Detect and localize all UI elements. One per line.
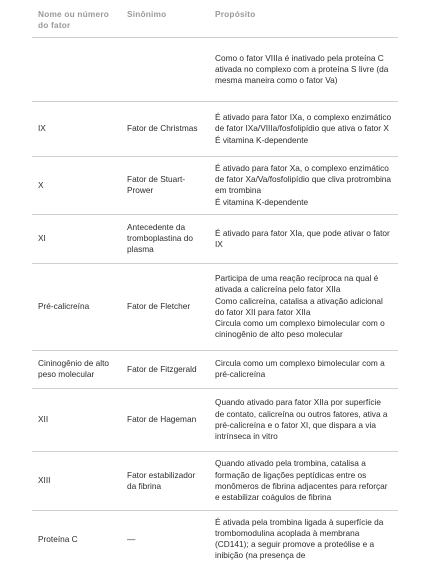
header-synonym: Sinônimo [127, 9, 167, 19]
purpose-cell [209, 510, 398, 561]
synonym-cell: Fator de Stuart-Prower [121, 157, 209, 215]
purpose-line: Quando ativado para fator XIIa por superfície de contato, calicreína ou outros fatores, ativa a pré-calicreína e o fator XI, que dispara a via intrínseca in vitro [215, 397, 388, 442]
table-row [32, 157, 398, 215]
table-header [32, 0, 398, 38]
synonym-cell: Fator estabilizador da fibrina [121, 451, 209, 510]
header-number: Nome ou número do fator [38, 9, 110, 30]
purpose-line: É ativada pela trombina ligada à superfície da trombomodulina acoplada à membrana (CD141); a seguir promove a proteólise e a inibição (na presença de [215, 516, 384, 561]
purpose-cell [209, 451, 398, 510]
purpose-cell [209, 157, 398, 215]
purpose-line: Participa de uma reação recíproca na qual é ativada a calicreína pelo fator XIIa [215, 273, 379, 295]
purpose-line: É vitamina K-dependente [215, 196, 309, 207]
table-row [32, 214, 398, 263]
purpose-line: É ativado para fator IXa, o complexo enzimático de fator IXa/VIIIa/fosfolipídio que ativa o fator X [215, 112, 392, 134]
factor-number-cell: Proteína C [32, 510, 121, 561]
purpose-cell [209, 214, 398, 263]
table-row [32, 38, 398, 102]
table-row [32, 388, 398, 451]
factor-number-cell: XIII [32, 451, 121, 510]
header-purpose: Propósito [215, 9, 256, 19]
purpose-cell [209, 38, 398, 102]
table-row [32, 510, 398, 561]
factor-number-cell: Pré-calicreína [32, 263, 121, 350]
synonym-cell: Fator de Christmas [121, 102, 209, 157]
synonym-cell: Fator de Hageman [121, 388, 209, 451]
table-body [32, 38, 398, 561]
synonym-cell: Antecedente da tromboplastina do plasma [121, 214, 209, 263]
synonym-cell [121, 38, 209, 102]
factor-number-cell: Cininogênio de alto peso molecular [32, 350, 121, 388]
table-row [32, 451, 398, 510]
purpose-line: Circula como um complexo bimolecular com a pré-calicreína [215, 358, 385, 380]
purpose-cell [209, 350, 398, 388]
table-row [32, 263, 398, 350]
synonym-cell: Fator de Fletcher [121, 263, 209, 350]
factor-number-cell: XI [32, 214, 121, 263]
coagulation-factors-table [32, 0, 398, 561]
synonym-cell: — [121, 510, 209, 561]
factor-number-cell: XII [32, 388, 121, 451]
purpose-cell [209, 102, 398, 157]
purpose-cell [209, 263, 398, 350]
purpose-line: É ativado para fator Xa, o complexo enzimático de fator Xa/Va/fosfolipídio que cliva protrombina em trombina [215, 163, 392, 196]
purpose-line: Circula como um complexo bimolecular com o cininogênio de alto peso molecular [215, 318, 385, 340]
factor-number-cell [32, 38, 121, 102]
factor-number-cell: IX [32, 102, 121, 157]
synonym-cell: Fator de Fitzgerald [121, 350, 209, 388]
table-row [32, 102, 398, 157]
factor-number-cell: X [32, 157, 121, 215]
purpose-line: É vitamina K-dependente [215, 134, 309, 145]
purpose-line: Quando ativado pela trombina, catalisa a formação de ligações peptídicas entre os monômeros de fibrina adjacentes para reforçar e estabilizar coágulos de fibrina [215, 458, 388, 503]
table-row [32, 350, 398, 388]
purpose-line: Como o fator VIIIa é inativado pela proteína C ativada no complexo com a proteína S livre (da mesma maneira como o fator Va) [215, 52, 389, 86]
purpose-line: Como calicreína, catalisa a ativação adicional do fator XII para fator XIIa [215, 295, 383, 317]
purpose-line: É ativado para fator XIa, que pode ativar o fator IX [215, 227, 390, 249]
purpose-cell [209, 388, 398, 451]
